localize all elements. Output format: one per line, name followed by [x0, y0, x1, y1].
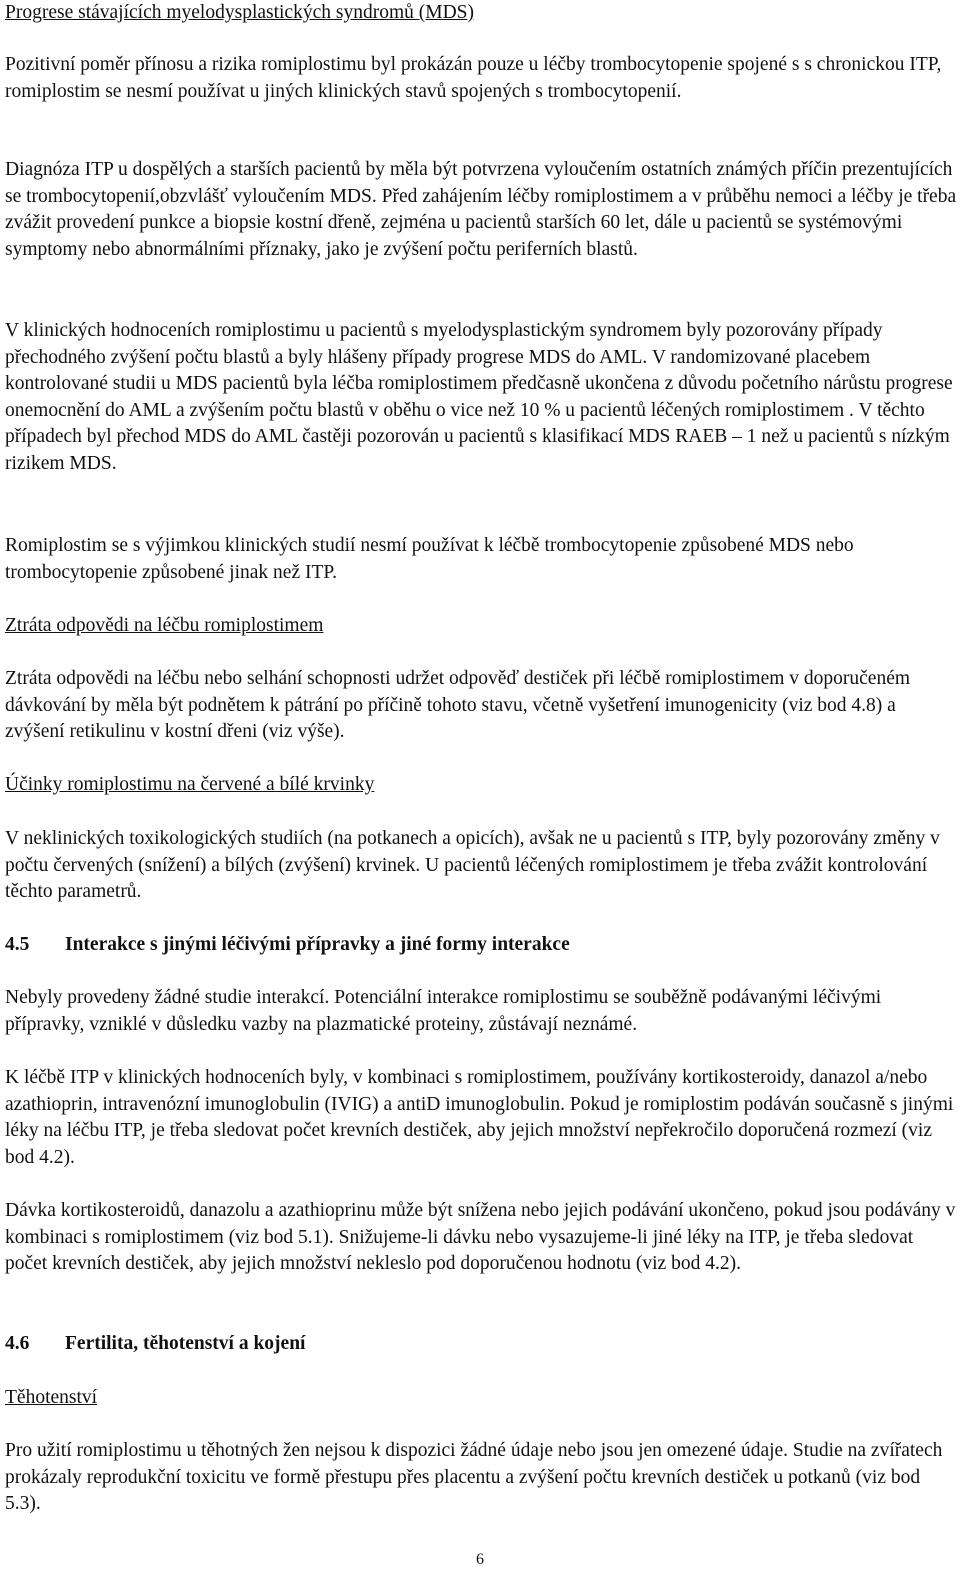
- paragraph-interactions-3: Dávka kortikosteroidů, danazolu a azathioprinu může být snížena nebo jejich podávání ukončeno, pokud jsou podávány v kombinaci s romiplostimem (viz bod 5.1). Snižujeme-li dávku nebo vysazujeme-li jiné léky na ITP, je třeba sledovat počet krevních destiček, aby jejich množství nekleslo pod doporučenou hodnotu (viz bod 4.2).: [5, 1200, 956, 1275]
- section-heading-4-5: [5, 932, 957, 959]
- subheading-pregnancy: Těhotenství: [5, 1387, 98, 1408]
- paragraph-interactions-2: K léčbě ITP v klinických hodnoceních byly, v kombinaci s romiplostimem, používány kortikosteroidy, danazol a/nebo azathioprin, intravenózní imunoglobulin (IVIG) a antiD imunoglobulin. Pokud je romiplostim podáván současně s jinými léky na léčbu ITP, je třeba sledovat počet krevních destiček, aby jejich množství nepřekročilo doporučená rozmezí (viz bod 4.2).: [5, 1067, 954, 1168]
- paragraph-mds-3: V klinických hodnoceních romiplostimu u pacientů s myelodysplastickým syndromem byly pozorovány případy přechodného zvýšení počtu blastů a byly hlášeny případy progrese MDS do AML. V randomizované placebem kontrolované studii u MDS pacientů byla léčba romiplostimem předčasně ukončena z důvodu početního nárůstu progrese onemocnění do AML a zvýšením počtu blastů v oběhu o vice než 10 % u pacientů léčených romiplostimem . V těchto případech byl přechod MDS do AML častěji pozorován u pacientů s klasifikací MDS RAEB – 1 než u pacientů s nízkým rizikem MDS.: [5, 320, 953, 474]
- paragraph-mds-1: Pozitivní poměr přínosu a rizika romiplostimu byl prokázán pouze u léčby trombocytopenie spojené s s chronickou ITP, romiplostim se nesmí používat u jiných klinických stavů spojených s trombocytopenií.: [5, 54, 942, 102]
- paragraph-mds-2: Diagnóza ITP u dospělých a starších pacientů by měla být potvrzena vyloučením ostatních známých příčin prezentujících se trombocytopenií,obzvlášť vyloučením MDS. Před zahájením léčby romiplostimem a v průběhu nemoci a léčby je třeba zvážit provedení punkce a biopsie kostní dřeně, zejména u pacientů starších 60 let, dále u pacientů se systémovými symptomy nebo abnormálními příznaky, jako je zvýšení počtu periferních blastů.: [5, 159, 957, 260]
- section-heading-blood-cells: Účinky romiplostimu na červené a bílé krvinky: [5, 774, 375, 795]
- section-heading-4-6: [5, 1331, 957, 1358]
- paragraph-pregnancy: Pro užití romiplostimu u těhotných žen nejsou k dispozici žádné údaje nebo jsou jen omezené údaje. Studie na zvířatech prokázaly reprodukční toxicitu ve formě přestupu přes placentu a zvýšení počtu krevních destiček u potkanů (viz bod 5.3).: [5, 1440, 943, 1515]
- paragraph-mds-4: Romiplostim se s výjimkou klinických studií nesmí používat k léčbě trombocytopenie způsobené MDS nebo trombocytopenie způsobené jinak než ITP.: [5, 535, 854, 583]
- section-title-4-5: Interakce s jinými léčivými přípravky a jiné formy interakce: [65, 934, 570, 955]
- paragraph-interactions-1: Nebyly provedeny žádné studie interakcí. Potenciální interakce romiplostimu se souběžně podávanými léčivými přípravky, vzniklé v důsledku vazby na plazmatické proteiny, zůstávají neznámé.: [5, 987, 882, 1035]
- section-number-4-6: 4.6: [5, 1333, 30, 1354]
- section-title-4-6: Fertilita, těhotenství a kojení: [65, 1333, 306, 1354]
- section-heading-mds-progression: Progrese stávajících myelodysplastických syndromů (MDS): [5, 2, 474, 23]
- section-number-4-5: 4.5: [5, 934, 30, 955]
- paragraph-loss-of-response: Ztráta odpovědi na léčbu nebo selhání schopnosti udržet odpověď destiček při léčbě romiplostimem v doporučeném dávkování by měla být podnětem k pátrání po příčině tohoto stavu, včetně vyšetření imunogenicity (viz bod 4.8) a zvýšení retikulinu v kostní dřeni (viz výše).: [5, 668, 911, 743]
- paragraph-blood-cells: V neklinických toxikologických studiích (na potkanech a opicích), avšak ne u pacientů s ITP, byly pozorovány změny v počtu červených (snížení) a bílých (zvýšení) krvinek. U pacientů léčených romiplostimem je třeba zvážit kontrolování těchto parametrů.: [5, 828, 940, 903]
- page-number: 6: [476, 1551, 484, 1568]
- section-heading-loss-of-response: Ztráta odpovědi na léčbu romiplostimem: [5, 615, 324, 636]
